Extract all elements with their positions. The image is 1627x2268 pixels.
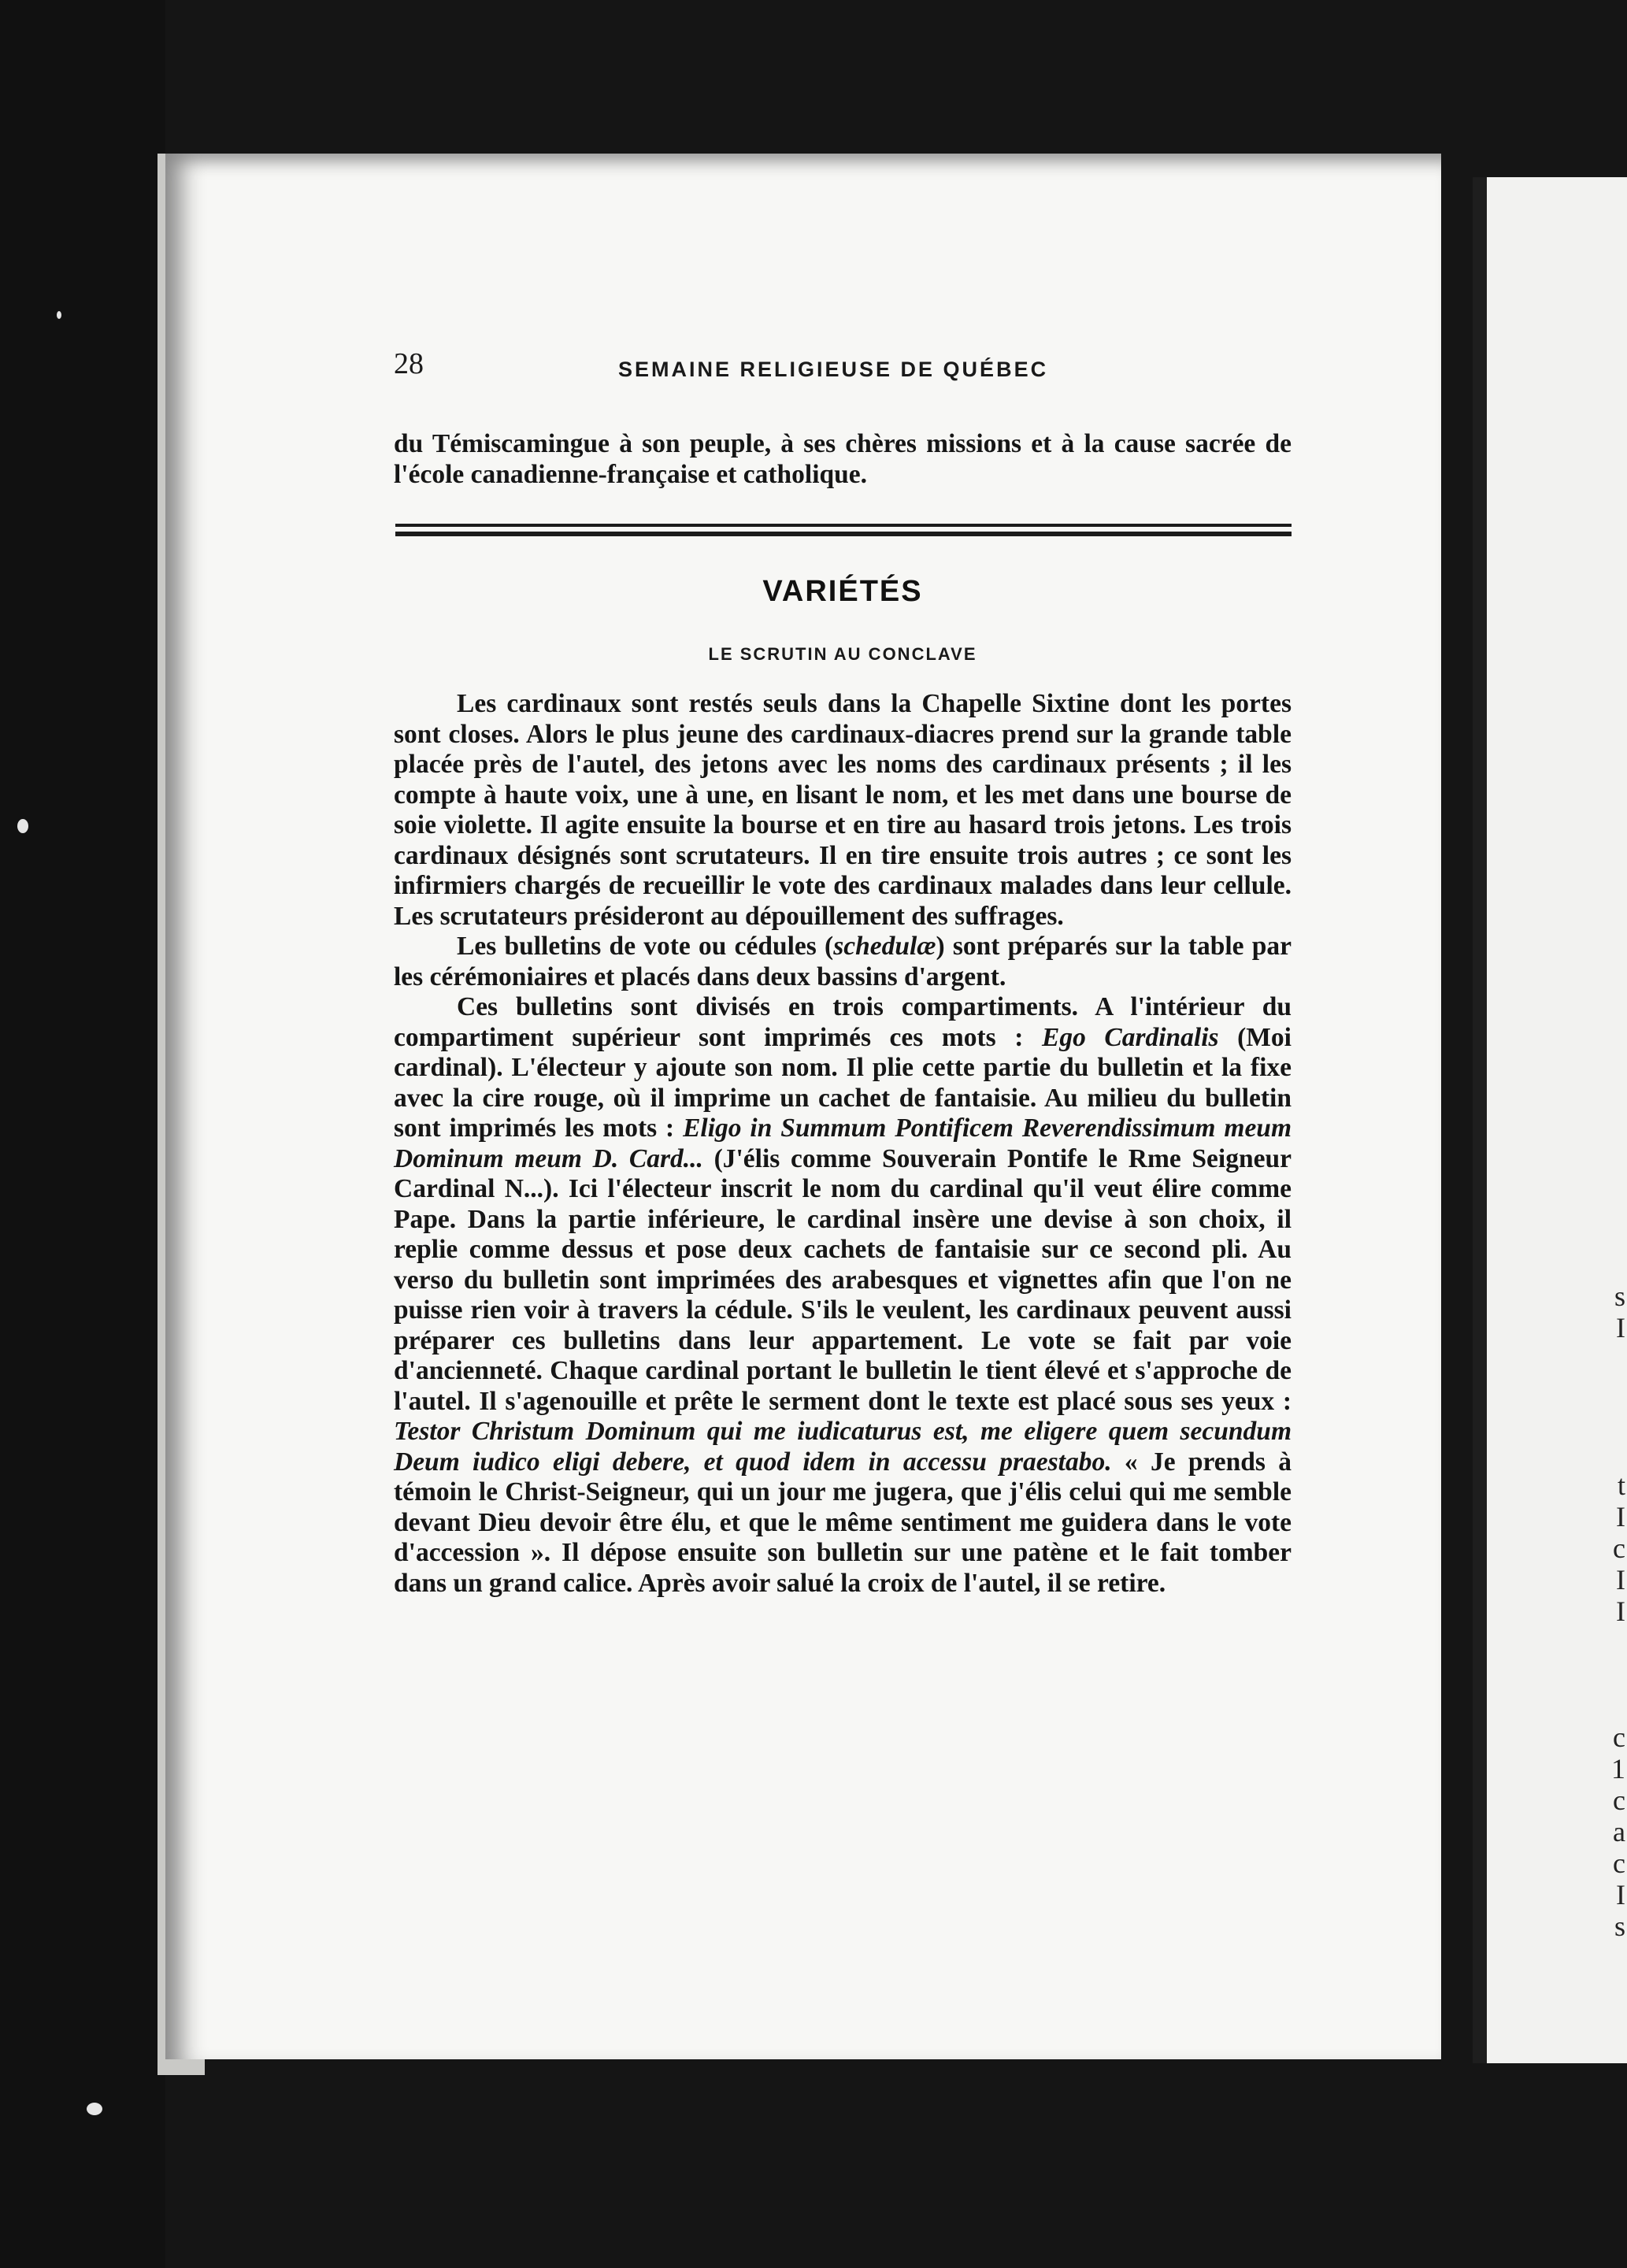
paragraph-3: [394, 992, 1292, 1599]
paragraph-2: [394, 932, 1292, 992]
latin-phrase: Eligo in Summum Pontificem Reverendissimum meum Dominum meum D. Card...: [394, 1114, 1292, 1173]
adjacent-fragment: I: [1616, 1879, 1625, 1910]
paragraph-3-text: « Je prends à témoin le Christ-Seigneur, qui un jour me jugera, que j'élis celui qui me semble devant Dieu devoir être élu, et que le même sentiment me guidera dans le vote d'accession ». Il dépose ensuite son bulletin sur une patène et le fait tomber dans un grand calice. Après avoir salué la croix de l'autel, il se retire.: [394, 1447, 1292, 1598]
adjacent-fragment: I: [1616, 1501, 1625, 1532]
rule-line-thick: [395, 532, 1292, 536]
adjacent-fragment: a: [1613, 1816, 1625, 1847]
double-rule-divider: [395, 524, 1292, 538]
article-body: [394, 689, 1292, 1599]
latin-phrase: Ego Cardinalis: [1041, 1022, 1219, 1052]
page-header: [394, 346, 1292, 394]
adjacent-fragment: s: [1614, 1280, 1625, 1312]
paragraph-3-text: (J'élis comme Souverain Pontife le Rme Seigneur Cardinal N...). Ici l'électeur inscrit le nom du cardinal qu'il veut élire comme Pape. Dans la partie inférieure, le cardinal insère une devise à son choix, il replie comme dessus et pose deux cachets de fantaisie sur ce second pli. Au verso du bulletin sont imprimées des arabesques et vignettes afin que l'on ne puisse rien voir à travers la cédule. S'ils le veulent, les cardinaux peuvent aussi préparer ces bulletins dans leur appartement. Le vote se fait par voie d'ancienneté. Chaque cardinal portant le bulletin le tient élevé et s'approche de l'autel. Il s'agenouille et prête le serment dont le texte est placé sous ses yeux :: [394, 1143, 1292, 1416]
adjacent-fragment: c: [1613, 1532, 1625, 1564]
adjacent-fragment: I: [1616, 1312, 1625, 1343]
adjacent-fragment: c: [1613, 1784, 1625, 1816]
adjacent-fragment: c: [1613, 1847, 1625, 1879]
adjacent-fragment: I: [1616, 1595, 1625, 1627]
paragraph-2-text: ) sont préparés sur la table par les cérémoniaires et placés dans deux bassins d'argent.: [394, 932, 1292, 991]
paragraph-2-italic: schedulæ: [833, 932, 936, 961]
intro-paragraph: [394, 429, 1292, 490]
adjacent-fragment: 1: [1611, 1753, 1625, 1784]
intro-text: du Témiscamingue à son peuple, à ses chères missions et à la cause sacrée de l'école canadienne-française et catholique.: [394, 429, 1292, 489]
rule-line-thin: [395, 524, 1292, 527]
scan-background: [0, 0, 165, 2268]
paragraph-2-text: Les bulletins de vote ou cédules (: [457, 932, 834, 961]
paragraph-3-text: Ces bulletins sont divisés en trois compartiments. A l'intérieur du compartiment supérieur sont imprimés ces mots :: [394, 992, 1292, 1052]
paragraph-1: Les cardinaux sont restés seuls dans la Chapelle Sixtine dont les portes sont closes. Alors le plus jeune des cardinaux-diacres prend sur la grande table placée près de l'autel, des jetons avec les noms des cardinaux présents ; il les compte à haute voix, une à une, en lisant le nom, et les met dans une bourse de soie violette. Il agite ensuite la bourse et en tire au hasard trois jetons. Les trois cardinaux désignés sont scrutateurs. Il en tire ensuite trois autres ; ce sont les infirmiers chargés de recueillir le vote des cardinaux malades dans leur cellule. Les scrutateurs présideront au dépouillement des suffrages.: [394, 689, 1292, 931]
adjacent-fragment: c: [1613, 1721, 1625, 1753]
section-subtitle: LE SCRUTIN AU CONCLAVE: [708, 644, 977, 664]
paragraph-3-text: (Moi cardinal). L'électeur y ajoute son nom. Il plie cette partie du bulletin et la fixe avec la cire rouge, où il imprime un cachet de fantaisie. Au milieu du bulletin sont imprimés les mots :: [394, 1022, 1292, 1143]
adjacent-fragment: s: [1614, 1910, 1625, 1942]
adjacent-page: [1473, 177, 1627, 2063]
running-title: SEMAINE RELIGIEUSE DE QUÉBEC: [618, 358, 1049, 381]
adjacent-fragment: t: [1617, 1469, 1625, 1501]
section-title: VARIÉTÉS: [762, 575, 923, 608]
page-number: 28: [394, 347, 424, 380]
latin-oath: Testor Christum Dominum qui me iudicaturus est, me eligere quem secundum Deum iudico eligi debere, et quod idem in accessu praestabo.: [394, 1417, 1292, 1477]
adjacent-fragment: I: [1616, 1564, 1625, 1595]
